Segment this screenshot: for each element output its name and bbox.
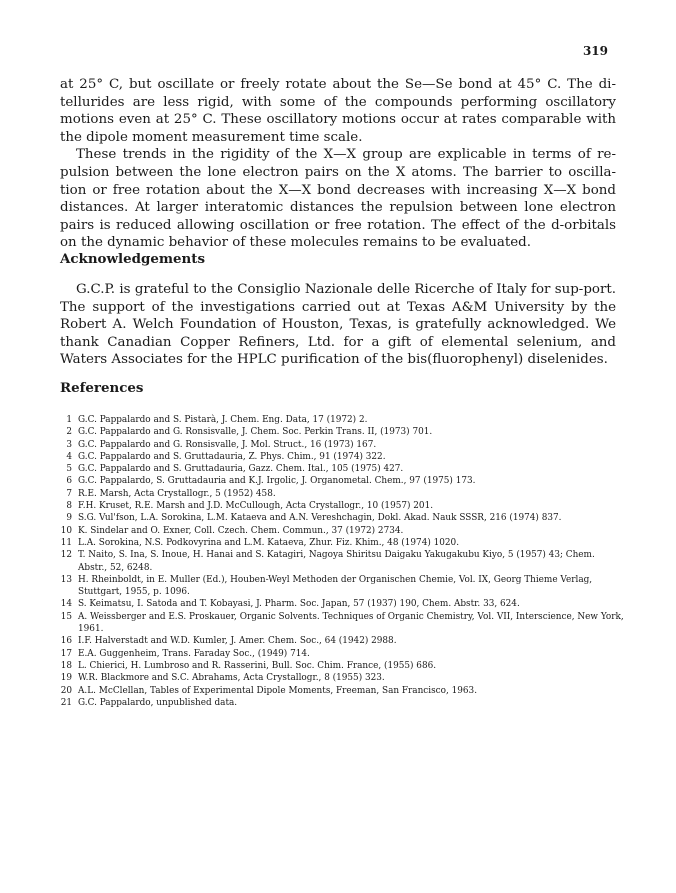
reference-number: 19 — [60, 673, 72, 684]
reference-text: H. Rheinboldt, in E. Muller (Ed.), Houben-Weyl Methoden der Organischen Chemie, Vol. IX, Georg Thieme Verlag, Stuttgart, 1955, p. 1096. — [78, 574, 593, 598]
references-list — [60, 414, 626, 709]
reference-text: G.C. Pappalardo, S. Gruttadauria and K.J. Irgolic, J. Organometal. Chem., 97 (1975) 173. — [78, 476, 476, 487]
reference-number: 12 — [60, 550, 72, 561]
reference-text: A.L. McClellan, Tables of Experimental Dipole Moments, Freeman, San Francisco, 1963. — [78, 685, 478, 696]
reference-text: R.E. Marsh, Acta Crystallogr., 5 (1952) 458. — [78, 488, 276, 499]
reference-text: L. Chierici, H. Lumbroso and R. Rasserini, Bull. Soc. Chim. France, (1955) 686. — [78, 660, 437, 671]
reference-item — [60, 574, 626, 599]
reference-item — [60, 537, 626, 549]
reference-text: W.R. Blackmore and S.C. Abrahams, Acta Crystallogr., 8 (1955) 323. — [78, 673, 385, 684]
reference-number: 21 — [60, 697, 72, 708]
reference-text: G.C. Pappalardo and S. Gruttadauria, Gazz. Chem. Ital., 105 (1975) 427. — [78, 464, 404, 475]
reference-number: 13 — [60, 574, 72, 585]
reference-text: I.F. Halverstadt and W.D. Kumler, J. Amer. Chem. Soc., 64 (1942) 2988. — [78, 636, 397, 647]
reference-item — [60, 500, 626, 512]
reference-text: A. Weissberger and E.S. Proskauer, Organic Solvents. Techniques of Organic Chemistry, Vol. VII, Interscience, New York, 1961. — [78, 611, 624, 635]
reference-item — [60, 549, 626, 574]
reference-item — [60, 648, 626, 660]
acknowledgements-heading: Acknowledgements — [60, 251, 206, 267]
reference-item — [60, 660, 626, 672]
reference-text: S.G. Vul'fson, L.A. Sorokina, L.M. Kataeva and A.N. Vereshchagin, Dokl. Akad. Nauk SSSR, 216 (1974) 837. — [78, 513, 562, 524]
reference-number: 8 — [66, 501, 72, 512]
reference-number: 9 — [66, 513, 72, 524]
reference-item — [60, 414, 626, 426]
reference-item — [60, 598, 626, 610]
reference-text: G.C. Pappalardo and G. Ronsisvalle, J. Mol. Struct., 16 (1973) 167. — [78, 439, 377, 450]
reference-text: F.H. Kruset, R.E. Marsh and J.D. McCullough, Acta Crystallogr., 10 (1957) 201. — [78, 501, 434, 512]
reference-number: 11 — [60, 537, 72, 548]
reference-item — [60, 611, 626, 636]
reference-number: 15 — [60, 611, 72, 622]
reference-text: G.C. Pappalardo and S. Gruttadauria, Z. Phys. Chim., 91 (1974) 322. — [78, 451, 386, 462]
reference-item — [60, 635, 626, 647]
reference-item — [60, 672, 626, 684]
reference-number: 4 — [66, 451, 72, 462]
reference-text: T. Naito, S. Ina, S. Inoue, H. Hanai and S. Katagiri, Nagoya Shiritsu Daigaku Yakugakubu Kiyo, 5 (1957) 43; Chem. Abstr., 52, 6248. — [78, 550, 595, 573]
reference-item — [60, 685, 626, 697]
reference-number: 10 — [60, 525, 72, 536]
reference-number: 7 — [66, 488, 72, 499]
reference-number: 20 — [60, 685, 72, 696]
reference-item — [60, 451, 626, 463]
body-paragraph-2: These trends in the rigidity of the X—X group are explicable in terms of re-pulsion between the lone electron pairs on the X atoms. The barrier to oscilla-tion or free rotation about the X—X bond decreases with increasing X—X bond distances. At larger interatomic distances the repulsion between lone electron pairs is reduced allowing oscillation or free rotation. The effect of the d-orbitals on the dynamic behavior of these molecules remains to be evaluated. — [60, 147, 616, 251]
reference-number: 1 — [66, 415, 72, 425]
reference-number: 18 — [60, 660, 72, 671]
reference-number: 3 — [66, 439, 72, 450]
reference-number: 6 — [66, 476, 72, 487]
references-heading: References — [60, 380, 144, 396]
reference-text: S. Keimatsu, I. Satoda and T. Kobayasi, J. Pharm. Soc. Japan, 57 (1937) 190, Chem. Abstr. 33, 624. — [78, 599, 520, 610]
reference-number: 2 — [66, 427, 72, 438]
reference-number: 16 — [60, 636, 72, 647]
body-text — [60, 76, 616, 252]
acknowledgements-text: G.C.P. is grateful to the Consiglio Nazionale delle Ricerche of Italy for sup-port. The support of the investigations carried out at Texas A&M University by the Robert A. Welch Foundation of Houston, Texas, is gratefully acknowledged. We thank Canadian Copper Refiners, Ltd. for a gift of elemental selenium, and Waters Associates for the HPLC purification of the bis(fluorophenyl) diselenides. — [60, 282, 616, 368]
reference-item — [60, 488, 626, 500]
page-number: 319 — [582, 44, 608, 58]
reference-item — [60, 512, 626, 524]
reference-item — [60, 525, 626, 537]
reference-number: 14 — [60, 599, 72, 610]
reference-item — [60, 463, 626, 475]
reference-text: G.C. Pappalardo and G. Ronsisvalle, J. Chem. Soc. Perkin Trans. II, (1973) 701. — [78, 427, 433, 438]
reference-item — [60, 475, 626, 487]
reference-item — [60, 439, 626, 451]
reference-number: 17 — [60, 648, 72, 659]
reference-item — [60, 697, 626, 709]
reference-text: L.A. Sorokina, N.S. Podkovyrina and L.M. Kataeva, Zhur. Fiz. Khim., 48 (1974) 1020. — [78, 537, 460, 548]
reference-text: G.C. Pappalardo and S. Pistarà, J. Chem. Eng. Data, 17 (1972) 2. — [78, 415, 368, 425]
body-paragraph-1: at 25° C, but oscillate or freely rotate about the Se—Se bond at 45° C. The di-tellurides are less rigid, with some of the compounds performing oscillatory motions even at 25° C. These oscillatory motions occur at rates comparable with the dipole moment measurement time scale. — [60, 77, 616, 145]
reference-text: G.C. Pappalardo, unpublished data. — [78, 697, 238, 708]
reference-text: K. Sindelar and O. Exner, Coll. Czech. Chem. Commun., 37 (1972) 2734. — [78, 525, 404, 536]
reference-text: E.A. Guggenheim, Trans. Faraday Soc., (1949) 714. — [78, 648, 310, 659]
reference-item — [60, 426, 626, 438]
reference-number: 5 — [66, 464, 72, 475]
